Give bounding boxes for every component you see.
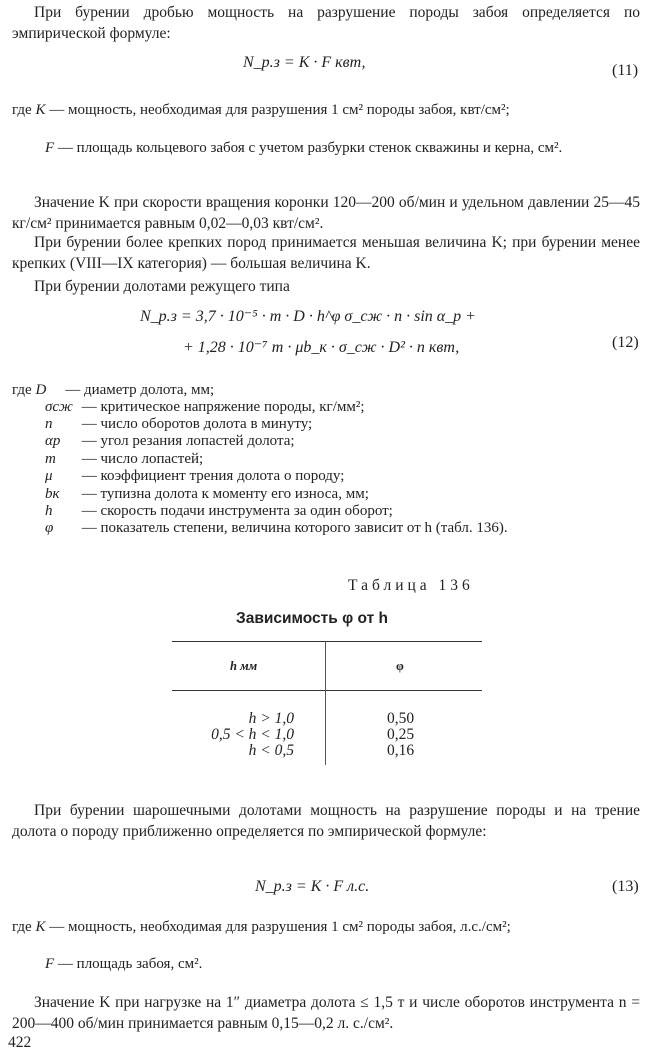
formula-12-line1: N_р.з = 3,7 · 10⁻⁵ · m · D · h^φ σ_сж · n · sin α_р +	[140, 308, 476, 325]
dependency-table	[172, 641, 482, 765]
def11-f-text: — площадь кольцевого забоя с учетом разбурки стенок скважины и керна, см².	[57, 140, 563, 156]
table-column-divider	[325, 641, 326, 765]
def12-row	[12, 382, 214, 399]
def12-text: — угол резания лопастей долота;	[81, 433, 295, 449]
def11-k-text: — мощность, необходимая для разрушения 1 см² породы забоя, квт/см²;	[49, 102, 510, 118]
def12-symbol: D	[35, 382, 47, 398]
table-top-rule	[172, 641, 482, 642]
def11-f-symbol: F	[45, 140, 55, 156]
def12-text: — коэффициент трения долота о породу;	[81, 468, 345, 484]
def13-k-symbol: K	[35, 919, 46, 935]
table-caption: Таблица 136	[348, 577, 474, 594]
def12-row	[45, 399, 365, 416]
def12-symbol: φ	[45, 520, 54, 536]
def13-k	[12, 919, 640, 936]
def12-text: — тупизна долота к моменту его износа, мм;	[81, 486, 369, 502]
equation-number-12: (12)	[612, 334, 639, 351]
table-cell-phi: 0,16	[387, 742, 415, 759]
def12-row	[45, 416, 312, 433]
intro-paragraph: При бурении дробью мощность на разрушение породы забоя определяется по эмпирической формуле:	[12, 4, 640, 42]
def12-symbol: bк	[45, 486, 60, 502]
paragraph-k-roller: Значение K при нагрузке на 1″ диаметра долота ≤ 1,5 т и числе оборотов инструмента n = 200—400 об/мин принимается равным 0,15—0,2 л. с./см².	[12, 994, 640, 1032]
table-cell-h: h > 1,0	[248, 710, 294, 727]
formula-13: N_р.з = K · F л.с.	[255, 878, 370, 895]
equation-number-13: (13)	[612, 878, 639, 895]
def12-text: — число лопастей;	[81, 451, 204, 467]
def12-row	[45, 520, 508, 537]
def13-f	[45, 956, 202, 973]
table-cell-phi: 0,25	[387, 726, 415, 743]
def12-row	[45, 503, 393, 520]
def13-k-text: — мощность, необходимая для разрушения 1 см² породы забоя, л.с./см²;	[49, 919, 511, 935]
def12-row	[45, 486, 369, 503]
def12-text: — число оборотов долота в минуту;	[81, 416, 313, 432]
paragraph-roller-bits: При бурении шарошечными долотами мощность на разрушение породы и на трение долота о породу приближенно определяется по эмпирической формуле:	[12, 802, 640, 840]
table-title: Зависимость φ от h	[236, 610, 388, 627]
table-header-phi: φ	[396, 659, 404, 673]
def12-text: — скорость подачи инструмента за один оборот;	[81, 503, 393, 519]
formula-12-line2: + 1,28 · 10⁻⁷ m · μb_к · σ_сж · D² · n квт,	[183, 339, 460, 356]
def12-text: — диаметр долота, мм;	[65, 382, 215, 398]
page-number: 422	[8, 1034, 32, 1051]
def12-text: — показатель степени, величина которого зависит от h (табл. 136).	[81, 520, 508, 536]
table-header-h: h мм	[230, 659, 258, 673]
formula-11: N_р.з = K · F квт,	[243, 54, 366, 71]
def11-k	[12, 102, 640, 119]
def13-f-text: — площадь забоя, см².	[57, 956, 203, 972]
table-cell-h: h < 0,5	[248, 742, 294, 759]
def12-row	[45, 433, 295, 450]
def12-symbol: h	[45, 503, 53, 519]
def13-f-symbol: F	[45, 956, 55, 972]
where-label-2: где	[12, 382, 32, 398]
paragraph-harder-rocks: При бурении более крепких пород принимается меньшая величина K; при бурении менее крепких (VIII—IX категория) — большая величина K.	[12, 234, 640, 272]
def12-symbol: n	[45, 416, 53, 432]
where-label-3: где	[12, 919, 32, 935]
def12-row	[45, 468, 344, 485]
paragraph-cutting-bits: При бурении долотами режущего типа	[34, 278, 290, 295]
def12-symbol: μ	[45, 468, 53, 484]
def12-symbol: αр	[45, 433, 61, 449]
def12-row	[45, 451, 203, 468]
table-cell-phi: 0,50	[387, 710, 415, 727]
where-label: где	[12, 102, 32, 118]
table-cell-h: 0,5 < h < 1,0	[211, 726, 294, 743]
def11-k-symbol: K	[35, 102, 46, 118]
paragraph-k-value: Значение K при скорости вращения коронки 120—200 об/мин и удельном давлении 25—45 кг/см² принимается равным 0,02—0,03 квт/см².	[12, 194, 640, 232]
def11-f	[45, 140, 641, 157]
def12-symbol: σсж	[45, 399, 73, 415]
def12-text: — критическое напряжение породы, кг/мм²;	[81, 399, 365, 415]
equation-number-11: (11)	[612, 62, 639, 79]
def12-symbol: m	[45, 451, 56, 467]
table-header-rule	[172, 690, 482, 691]
